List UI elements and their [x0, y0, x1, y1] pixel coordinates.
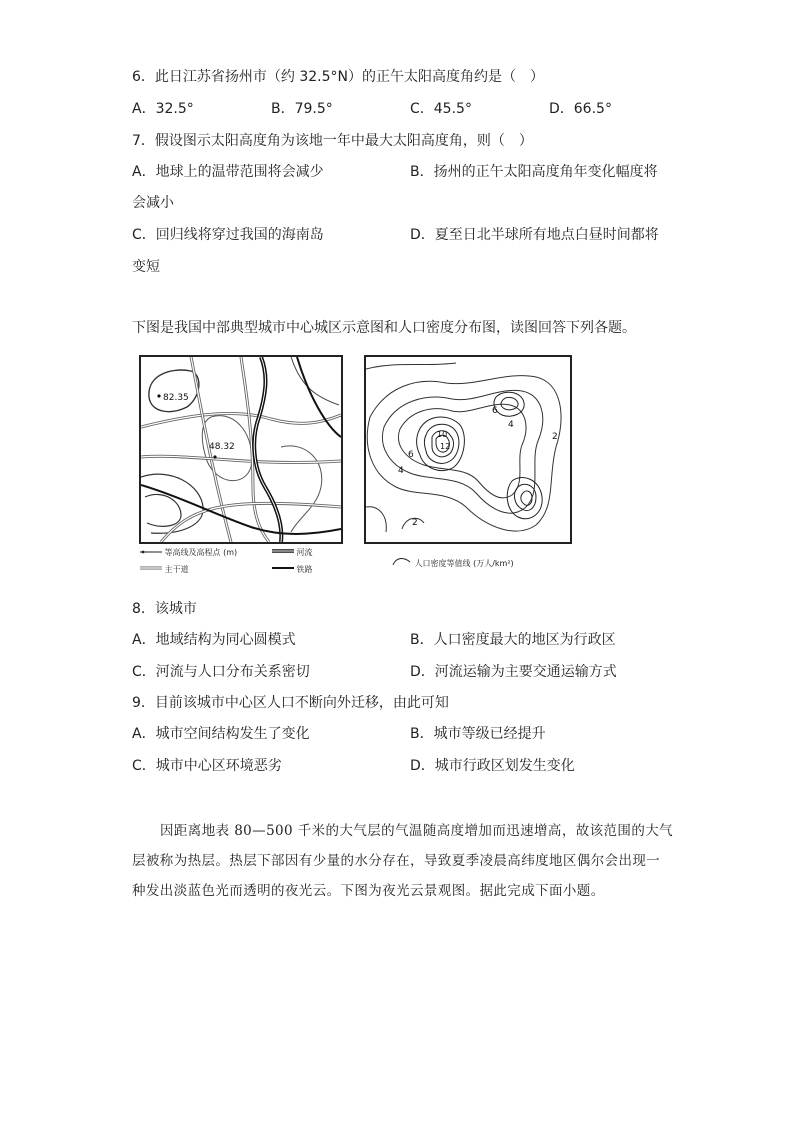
q7-option-b-cont: 会减小 — [132, 195, 174, 211]
figure-intro: 下图是我国中部典型城市中心城区示意图和人口密度分布图，读图回答下列各题。 — [132, 320, 636, 336]
isoline-label: 2 — [552, 432, 558, 442]
q9-option-d: D．城市行政区划发生变化 — [410, 758, 575, 774]
q7-option-d-cont: 变短 — [132, 259, 160, 275]
isoline-label: 4 — [398, 466, 404, 476]
legend-road-label: 主干道 — [164, 565, 189, 574]
population-density-drawing — [366, 357, 570, 542]
q9-option-b: B．城市等级已经提升 — [410, 726, 546, 742]
legend-contour-symbol — [140, 547, 162, 555]
passage-line-1: 因距离地表 80—500 千米的大气层的气温随高度增加而迅速增高，故该范围的大气 — [160, 823, 674, 839]
legend-contour-label: 等高线及高程点 (m) — [164, 548, 238, 557]
isoline-label: 2 — [412, 518, 418, 528]
legend-density-isoline — [392, 556, 514, 569]
q7-option-a: A．地球上的温带范围将会减少 — [132, 164, 324, 180]
q8-option-a: A．地域结构为同心圆模式 — [132, 632, 296, 648]
spot-height-point — [213, 455, 216, 458]
q8-option-d: D．河流运输为主要交通运输方式 — [410, 664, 617, 680]
q7-option-d: D．夏至日北半球所有地点白昼时间都将 — [410, 227, 659, 243]
q8-option-c: C．河流与人口分布关系密切 — [132, 664, 310, 680]
passage-line-2: 层被称为热层。热层下部因有少量的水分存在，导致夏季凌晨高纬度地区偶尔会出现一 — [132, 853, 661, 869]
isoline-label: 6 — [492, 406, 498, 416]
legend-river-label: 河流 — [296, 548, 313, 557]
isoline-label: 6 — [408, 450, 414, 460]
q9-stem: 9．目前该城市中心区人口不断向外迁移，由此可知 — [132, 695, 449, 711]
passage-line-3: 种发出淡蓝色光而透明的夜光云。下图为夜光云景观图。据此完成下面小题。 — [132, 883, 605, 899]
city-terrain-map-drawing — [141, 357, 341, 542]
isoline-label: 10 — [437, 430, 448, 439]
q8-stem: 8．该城市 — [132, 601, 197, 617]
population-density-map — [364, 355, 572, 544]
spot-height-label: 82.35 — [163, 393, 189, 403]
q7-option-b: B．扬州的正午太阳高度角年变化幅度将 — [410, 164, 658, 180]
city-terrain-map — [139, 355, 343, 544]
legend-railway — [272, 564, 313, 575]
legend-density-isoline-label: 人口密度等值线 (万人/km²) — [414, 559, 514, 568]
q6-option-a: A．32.5° — [132, 101, 194, 117]
legend-road-symbol — [140, 564, 162, 572]
legend-road — [140, 564, 189, 575]
legend-density-isoline-symbol — [392, 556, 412, 566]
q6-option-b: B．79.5° — [271, 101, 333, 117]
q6-option-d: D．66.5° — [549, 101, 612, 117]
q7-stem: 7．假设图示太阳高度角为该地一年中最大太阳高度角，则（ ） — [132, 133, 533, 149]
legend-railway-label: 铁路 — [296, 565, 313, 574]
q6-stem: 6．此日江苏省扬州市（约 32.5°N）的正午太阳高度角约是（ ） — [132, 69, 545, 85]
q9-option-c: C．城市中心区环境恶劣 — [132, 758, 282, 774]
q9-option-a: A．城市空间结构发生了变化 — [132, 726, 310, 742]
q6-option-c: C．45.5° — [410, 101, 472, 117]
spot-height-point — [157, 394, 160, 397]
legend-river — [272, 547, 313, 558]
q7-option-c: C．回归线将穿过我国的海南岛 — [132, 227, 324, 243]
isoline-label: 12 — [440, 442, 451, 451]
isoline-label: 4 — [508, 420, 514, 430]
spot-height-label: 48.32 — [209, 442, 235, 452]
legend-railway-symbol — [272, 564, 294, 572]
q8-option-b: B．人口密度最大的地区为行政区 — [410, 632, 616, 648]
legend-contour — [140, 547, 237, 558]
legend-river-symbol — [272, 547, 294, 555]
